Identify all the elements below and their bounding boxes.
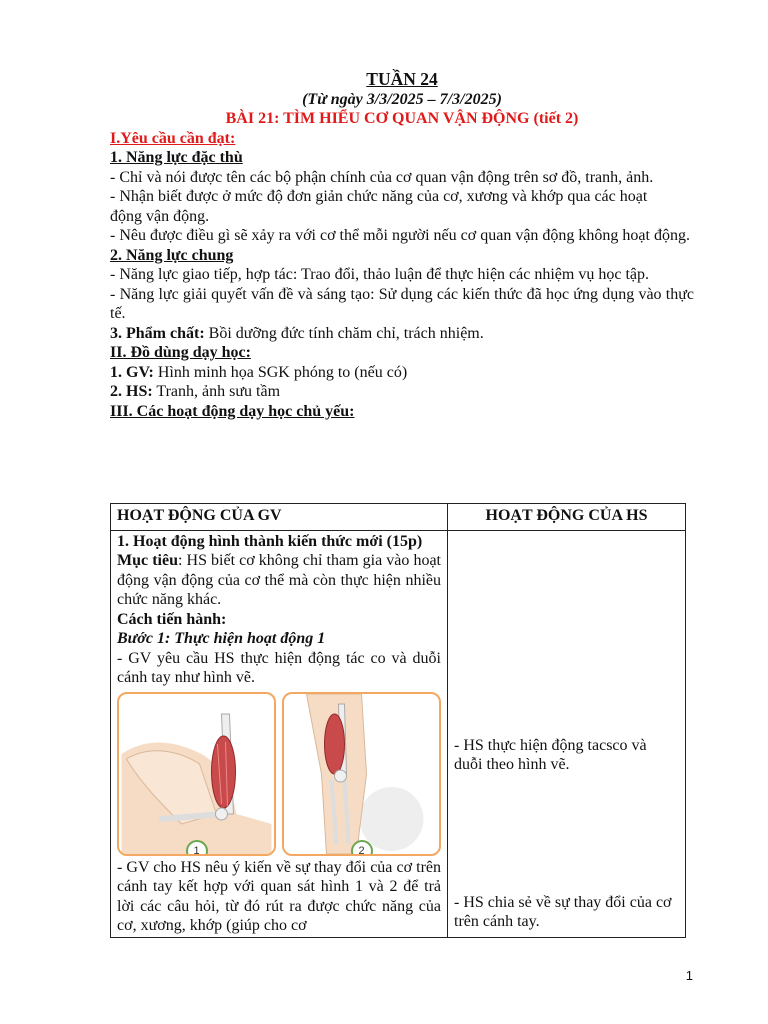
paragraph: - Nhận biết được ở mức độ đơn giản chức năng của cơ, xương và khớp qua các hoạt xyxy=(110,188,648,205)
table-row xyxy=(111,530,686,937)
gv-activity-cell xyxy=(111,530,448,937)
qualities-line xyxy=(110,324,694,344)
paragraph: - Năng lực giải quyết vấn đề và sáng tạo: Sử dụng các kiến thức đã học ứng dụng vào thực tế. xyxy=(110,285,694,322)
arm-bent-illustration xyxy=(119,694,274,854)
goal-label: Mục tiêu xyxy=(117,552,178,569)
paragraph: - Nêu được điều gì sẽ xảy ra với cơ thể mỗi người nếu cơ quan vận động không hoạt động. xyxy=(110,227,690,244)
gv-text: Hình minh họa SGK phóng to (nếu có) xyxy=(153,363,408,381)
subheading-general-competence: 2. Năng lực chung xyxy=(110,246,234,264)
figure-arm-bent xyxy=(117,692,276,856)
arm-figures xyxy=(117,692,441,856)
paragraph: động vận động. xyxy=(110,207,210,225)
student-materials xyxy=(110,382,694,402)
activity-title: 1. Hoạt động hình thành kiến thức mới (15p) xyxy=(117,532,423,550)
figure-number-1: 1 xyxy=(186,840,208,856)
hs-text: Tranh, ảnh sưu tầm xyxy=(152,383,281,400)
column-header-hs: HOẠT ĐỘNG CỦA HS xyxy=(448,504,686,531)
step-1-title: Bước 1: Thực hiện hoạt động 1 xyxy=(117,630,326,647)
table-header-row xyxy=(111,504,686,531)
qualities-label: 3. Phẩm chất: xyxy=(110,324,205,342)
activities-table xyxy=(110,503,686,938)
figure-arm-raised xyxy=(282,692,441,856)
goal-line xyxy=(117,551,441,610)
hs-share: - HS chia sẻ về sự thay đổi của cơ trên cánh tay. xyxy=(454,893,672,930)
week-title: TUẦN 24 xyxy=(366,69,438,89)
section-2-heading: II. Đồ dùng dạy học: xyxy=(110,344,251,361)
paragraph: - Năng lực giao tiếp, hợp tác: Trao đổi, thảo luận để thực hiện các nhiệm vụ học tập. xyxy=(110,266,649,283)
lesson-title: BÀI 21: TÌM HIỂU CƠ QUAN VẬN ĐỘNG (tiết 2) xyxy=(225,110,579,127)
hs-activity-cell xyxy=(448,530,686,937)
hs-label: 2. HS: xyxy=(110,383,153,400)
column-header-gv: HOẠT ĐỘNG CỦA GV xyxy=(111,504,448,531)
qualities-text: Bồi dưỡng đức tính chăm chỉ, trách nhiệm. xyxy=(204,324,484,342)
teacher-materials xyxy=(110,363,694,383)
subheading-specific-competence: 1. Năng lực đặc thù xyxy=(110,149,243,166)
hs-perform: - HS thực hiện động tacsco và duỗi theo hình vẽ. xyxy=(454,736,647,773)
gv-instruction: - GV yêu cầu HS thực hiện động tác co và duỗi cánh tay như hình vẽ. xyxy=(117,649,441,686)
gv-label: 1. GV: xyxy=(110,363,154,381)
date-range: (Từ ngày 3/3/2025 – 7/3/2025) xyxy=(302,90,502,108)
figure-number-2: 2 xyxy=(351,840,373,856)
method-label: Cách tiến hành: xyxy=(117,610,227,628)
section-3-heading: III. Các hoạt động dạy học chủ yếu: xyxy=(110,402,355,420)
goal-text: : HS biết cơ không chỉ tham gia vào hoạt động vận động của cơ thể mà còn thực hiện nhiều chức năng khác. xyxy=(117,552,441,608)
gv-discussion: - GV cho HS nêu ý kiến về sự thay đổi của cơ trên cánh tay kết hợp với quan sát hình 1 và 2 để trả lời các câu hỏi, từ đó rút ra được chức năng của cơ, xương, khớp (giúp cho cơ xyxy=(117,858,441,934)
arm-raised-illustration xyxy=(284,694,439,854)
section-1-heading: I.Yêu cầu cần đạt: xyxy=(110,129,236,147)
paragraph: - Chỉ và nói được tên các bộ phận chính của cơ quan vận động trên sơ đồ, tranh, ảnh. xyxy=(110,168,654,186)
document-body xyxy=(110,66,694,421)
page-number: 1 xyxy=(685,968,693,983)
